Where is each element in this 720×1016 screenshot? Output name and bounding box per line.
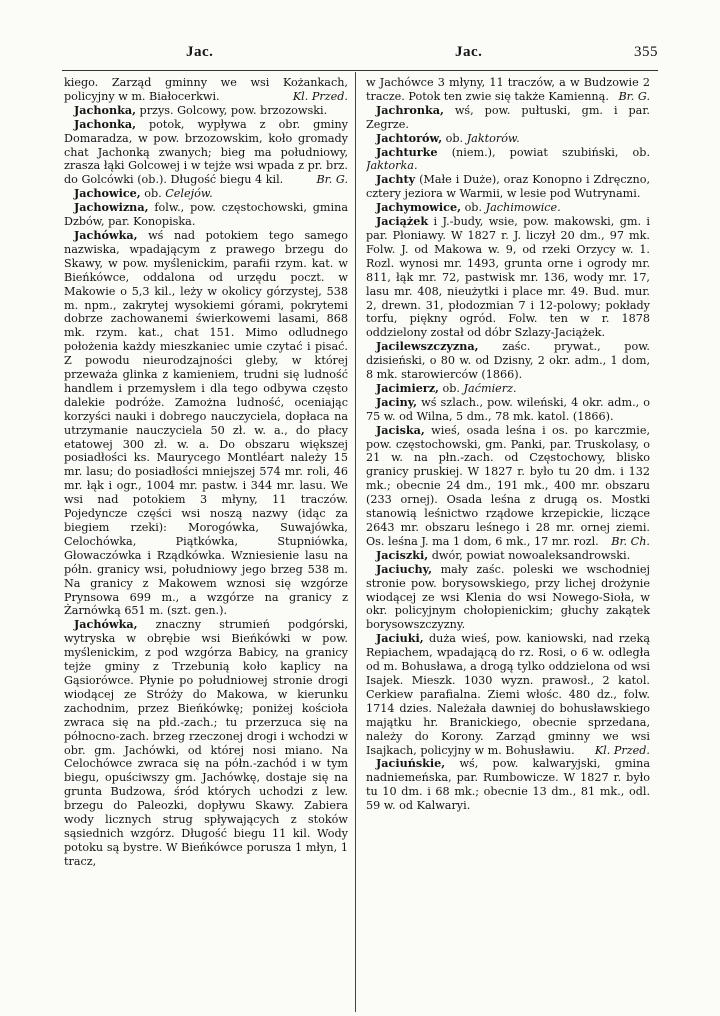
entry-text: (Małe i Duże), oraz Konopno i Zdręczno, cztery jeziora w Warmii, w lesie pod Wutrynami. (366, 173, 650, 201)
entry-text: folw., pow. częstochowski, gmina Dzbów, par. Konopiska. (64, 201, 348, 229)
entry-headword: Jachonka, (74, 102, 136, 117)
entry-headword: Jachymowice, (376, 200, 461, 215)
entry-text: duża wieś, pow. kaniowski, nad rzeką Repiachem, wpadającą do rz. Rosi, o 6 w. odległa od m. Bohusława, a drogą tylko oddzielona od wsi Isajek. Mieszk. 1030 wyzn. prawosł., 2 katol. Cerkiew parafialna. Ziemi włośc. 480 dz., folw. 1714 dzies. Należała dawniej do bohusławskiego majątku hr. Branickiego, obecnie sprzedana, należy do Korony. Zarząd gminny we wsi Isajkach, policyjny w m. Bohusławiu. (366, 632, 650, 757)
dictionary-entry (64, 187, 348, 201)
dictionary-entry (366, 396, 650, 424)
author-signature: Br. G. (316, 173, 348, 187)
dictionary-entry (64, 104, 348, 118)
entry-headword: Jachonka, (74, 116, 136, 131)
cross-reference: Jachimowice. (485, 201, 561, 215)
dictionary-entry (366, 173, 650, 201)
entry-headword: Jachowizna, (74, 200, 149, 215)
entry-headword: Jacilewszczyzna, (376, 339, 479, 354)
dictionary-entry (366, 632, 650, 757)
author-signature: Kl. Przed. (292, 89, 348, 103)
dictionary-entry (64, 118, 348, 188)
entry-text: wś, pow. kalwaryjski, gmina nadniemeńska, par. Rumbowicze. W 1827 r. było tu 10 dm. i 68 mk.; obecnie 13 dm., 81 mk., odl. 59 w. od Kalwaryi. (366, 757, 650, 813)
dictionary-entry (366, 104, 650, 132)
page-header (62, 44, 658, 66)
right-column (366, 76, 650, 1012)
entry-headword: Jaciszki, (376, 547, 429, 562)
dictionary-entry (366, 340, 650, 382)
left-column (64, 76, 348, 1012)
dictionary-entry (366, 382, 650, 396)
entry-text: kiego. Zarząd gminny we wsi Kożankach, policyjny w m. Białocerkwi. (64, 76, 348, 103)
dictionary-entry (366, 563, 650, 633)
entry-text: wś nad potokiem tego samego nazwiska, wpadającym z prawego brzegu do Skawy, w pow. myślenickim, parafii rzym. kat. w Bieńkówce, oddalona od urzędu poczt. w Makowie o 5,3 kil., leży w okolicy górzystej, 538 m. npm., zakrytej wysokiemi górami, pokrytemi dobrze zachowanemi świerkowemi lasami, 868 mk. rzym. kat., chat 151. Mimo odludnego położenia każdy mieszkaniec umie czytać i pisać. Z powodu nieurodzajności gleby, w której przeważa glinka z kamieniem, trudni się ludność handlem i przemysłem i dla tego odbywa często dalekie podróże. Zamożna ludność, oceniając korzyści nauki i dobrego nauczyciela, dopłaca na utrzymanie nauczyciela 50 zł. w. a., do płacy etatowej 300 zł. w. a. Do obszaru większej posiadłości ks. Maurycego Montléart należy 15 mr. lasu; do posiadłości mniejszej 574 mr. roli, 46 mr. łąk i ogr., 1004 mr. pastw. i 344 mr. lasu. We wsi nad potokiem 3 młyny, 11 traczów. Pojedyncze części wsi noszą nazwy (idąc za biegiem rzeki): Morogówka, Suwajówka, Celochówka, Piątkówka, Stupniówka, Głowaczówka i Rządkówka. Wzniesienie lasu na półn. granicy wsi, południowy jego brzeg 538 m. Na granicy z Makowem wznosi się wzgórze Prynsowa 699 m., a wzgórze na granicy z Żarnówką 651 m. (szt. gen.). (64, 228, 348, 618)
dictionary-entry (366, 201, 650, 215)
entry-text: wś, pow. pułtuski, gm. i par. Zegrze. (366, 103, 650, 131)
entry-text: (niem.), powiat szubiński, ob. (451, 145, 650, 159)
entry-headword: Jachtorów, (376, 130, 443, 145)
entry-headword: Jaciążek (376, 214, 429, 229)
entry-headword: Jaciny, (376, 394, 418, 409)
entry-text: znaczny strumień podgórski, wytryska w obrębie wsi Bieńkówki w pow. myślenickim, z pod wzgórza Babicy, na granicy tejże gminy z Trzebunią koło kaplicy na Gąsiorówce. Płynie po południowej stronie drogi wiodącej ze Stróży do Makowa, w kierunku zachodnim, przez Bieńkówkę; poniżej kościoła zwraca się na płd.-zach.; tu przerzuca się na północno-zach. brzeg rzeczonej drogi i wchodzi w obr. gm. Jachówki, od której nosi miano. Na Celochówce zwraca się na półn.-zachód i w tym biegu, opuściwszy gm. Jachówkę, dostaje się na grunta Budzowa, śród których uchodzi z lew. brzegu do Paleozki, dopływu Skawy. Zabiera wody licznych strug spływających z stoków sąsiednich wzgórz. Długość biegu 11 kil. Wody potoku są bystre. W Bieńkówce porusza 1 młyn, 1 tracz, (64, 618, 348, 868)
author-signature: Br. G. (618, 89, 650, 103)
entry-text: ob. (445, 131, 464, 145)
entry-headword: Jachowice, (74, 186, 141, 201)
cross-reference: Jaktorka. (366, 159, 418, 173)
entry-headword: Jaciuki, (376, 631, 424, 646)
entry-text: wś szlach., pow. wileński, 4 okr. adm., o 75 w. od Wilna, 5 dm., 78 mk. katol. (1866). (366, 395, 650, 423)
header-rule (62, 70, 658, 71)
dictionary-entry (366, 76, 650, 104)
entry-headword: Jachówka, (74, 617, 138, 632)
entry-text: wieś, osada leśna i os. po karczmie, pow. częstochowski, gm. Panki, par. Truskolasy, o 21 w. na płn.-zach. od Częstochowy, blisko granicy pruskiej. W 1827 r. było tu 20 dm. i 132 mk.; obecnie 24 dm., 191 mk., 400 mr. obszaru (233 ornej). Osada leśna z drugą os. Mostki stanowią leśnictwo rządowe krzepickie, liczące 2643 mr. obszaru leśnego i 28 mr. ornej ziemi. Os. leśna J. ma 1 dom, 6 mk., 17 mr. rozl. (366, 423, 650, 548)
entry-headword: Jacimierz, (376, 380, 439, 395)
dictionary-entry (64, 76, 348, 104)
dictionary-entry (366, 757, 650, 813)
entry-headword: Jachturke (376, 144, 438, 159)
entry-text: i J.-budy, wsie, pow. makowski, gm. i par. Płoniawy. W 1827 r. J. liczył 20 dm., 97 mk. Folw. J. od Makowa w. 9, od rzeki Orzycy w. 1. Rozl. wynosi mr. 1493, grunta orne i ogrody mr. 811, łąk mr. 72, pastwisk mr. 136, wody mr. 17, lasu mr. 408, nieużytki i place mr. 49. Bud. mur. 2, drewn. 31, płodozmian 7 i 12-polowy; pokłady torfu, piękny ogród. Folw. ten w r. 1878 oddzielony został od dóbr Szlazy-Jaciążek. (366, 215, 650, 340)
entry-headword: Jachówka, (74, 227, 138, 242)
cross-reference: Celejów. (165, 187, 213, 201)
entry-headword: Jaciska, (376, 422, 425, 437)
dictionary-entry (366, 215, 650, 340)
entry-headword: Jaciuńskie, (376, 756, 446, 771)
dictionary-entry (64, 201, 348, 229)
cross-reference: Jaćmierz. (463, 381, 517, 395)
entry-text: potok, wypływa z obr. gminy Domaradza, w pow. brzozowskim, koło gromady chat Jachonką zwanych; bieg ma południowy, zrasza łąki Golcowej i w tejże wsi wpada z pr. brz. do Golcówki (ob.). Długość biegu 4 kil. (64, 117, 348, 187)
dictionary-entry (366, 146, 650, 174)
cross-reference: Jaktorów. (466, 131, 520, 145)
entry-text: przys. Golcowy, pow. brzozowski. (139, 103, 328, 117)
entry-text: dwór, powiat nowoaleksandrowski. (431, 548, 631, 562)
running-head-left: Jac. (186, 44, 214, 60)
author-signature: Br. Ch. (611, 534, 650, 548)
running-head-right: Jac. (455, 44, 483, 60)
entry-text: zaśc. prywat., pow. dzisieński, o 80 w. od Dzisny, 2 okr. adm., 1 dom, 8 mk. starowierców (1866). (366, 340, 650, 382)
entry-text: w Jachówce 3 młyny, 11 traczów, a w Budzowie 2 tracze. Potok ten zwie się także Kamienną. (366, 76, 650, 103)
page-number: 355 (634, 44, 658, 60)
dictionary-entry (366, 132, 650, 146)
dictionary-entry (366, 549, 650, 563)
entry-text: ob. (442, 381, 460, 395)
entry-text: ob. (464, 201, 483, 215)
entry-headword: Jaciuchy, (376, 561, 433, 576)
entry-text: mały zaśc. poleski we wschodniej stronie pow. borysowskiego, przy lichej drożynie wiodącej ze wsi Klenia do wsi Nowego-Sioła, w okr. policyjnym chołopienickim; głuchy zakątek borysowszczyzny. (366, 562, 650, 632)
dictionary-entry (64, 229, 348, 618)
column-divider (355, 72, 356, 1012)
author-signature: Kl. Przed. (594, 743, 650, 757)
entry-text: ob. (144, 187, 162, 201)
entry-headword: Jachty (376, 172, 416, 187)
entry-headword: Jachronka, (376, 102, 444, 117)
dictionary-entry (366, 424, 650, 549)
dictionary-entry (64, 618, 348, 868)
